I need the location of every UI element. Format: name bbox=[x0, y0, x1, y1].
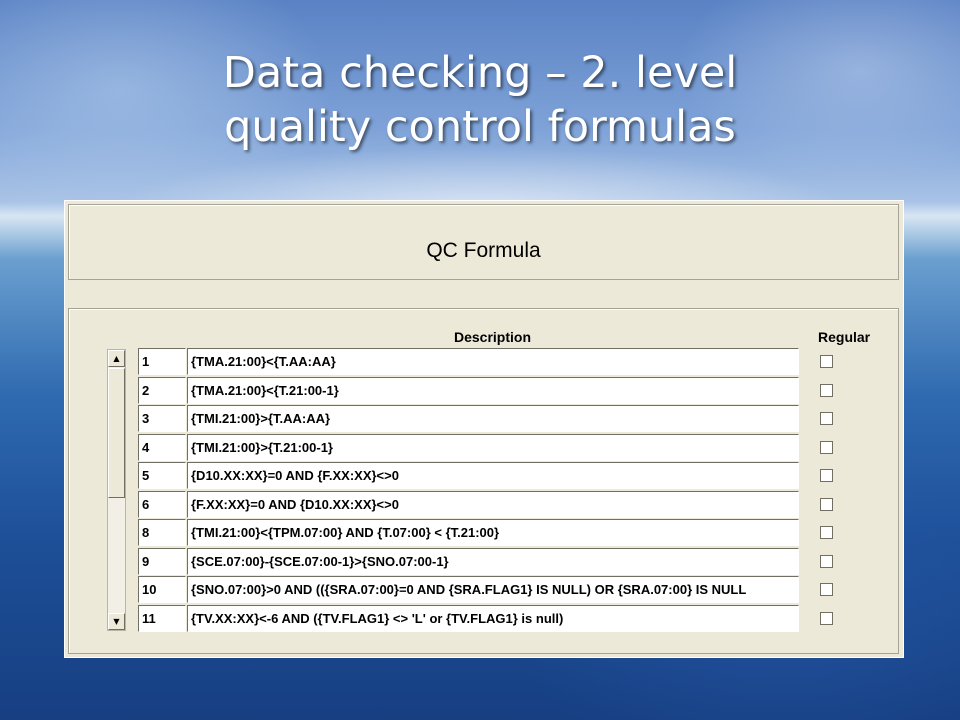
scroll-down-icon[interactable]: ▼ bbox=[108, 613, 125, 630]
formula-description-field[interactable]: {TMI.21:00}>{T.AA:AA} bbox=[187, 405, 799, 432]
formula-description-field[interactable]: {TMI.21:00}<{TPM.07:00} AND {T.07:00} < {T.21:00} bbox=[187, 519, 799, 546]
row-number-field[interactable]: 11 bbox=[138, 605, 186, 632]
regular-checkbox[interactable] bbox=[820, 469, 833, 482]
slide-title-line-1: Data checking – 2. level bbox=[222, 48, 738, 98]
formula-description-field[interactable]: {SCE.07:00}-{SCE.07:00-1}>{SNO.07:00-1} bbox=[187, 548, 799, 575]
table-row bbox=[69, 462, 898, 489]
table-row bbox=[69, 377, 898, 404]
regular-checkbox[interactable] bbox=[820, 384, 833, 397]
row-number-field[interactable]: 1 bbox=[138, 348, 186, 375]
regular-checkbox[interactable] bbox=[820, 555, 833, 568]
regular-checkbox[interactable] bbox=[820, 612, 833, 625]
formula-description-field[interactable]: {F.XX:XX}=0 AND {D10.XX:XX}<>0 bbox=[187, 491, 799, 518]
table-row bbox=[69, 605, 898, 632]
column-header-description: Description bbox=[454, 329, 532, 345]
row-number-field[interactable]: 4 bbox=[138, 434, 186, 461]
table-row bbox=[69, 519, 898, 546]
table-row bbox=[69, 576, 898, 603]
formula-description-field[interactable]: {TMI.21:00}>{T.21:00-1} bbox=[187, 434, 799, 461]
formula-description-field[interactable]: {TV.XX:XX}<-6 AND ({TV.FLAG1} <> 'L' or {TV.FLAG1} is null) bbox=[187, 605, 799, 632]
table-row bbox=[69, 548, 898, 575]
row-number-field[interactable]: 9 bbox=[138, 548, 186, 575]
row-number-field[interactable]: 5 bbox=[138, 462, 186, 489]
form-title: QC Formula bbox=[426, 239, 541, 262]
row-number-field[interactable]: 6 bbox=[138, 491, 186, 518]
column-header-regular: Regular bbox=[818, 329, 871, 345]
table-row bbox=[69, 434, 898, 461]
formula-description-field[interactable]: {D10.XX:XX}=0 AND {F.XX:XX}<>0 bbox=[187, 462, 799, 489]
row-number-field[interactable]: 3 bbox=[138, 405, 186, 432]
regular-checkbox[interactable] bbox=[820, 441, 833, 454]
formula-grid bbox=[68, 308, 899, 654]
row-number-field[interactable]: 2 bbox=[138, 377, 186, 404]
regular-checkbox[interactable] bbox=[820, 498, 833, 511]
formula-description-field[interactable]: {TMA.21:00}<{T.AA:AA} bbox=[187, 348, 799, 375]
regular-checkbox[interactable] bbox=[820, 412, 833, 425]
regular-checkbox[interactable] bbox=[820, 583, 833, 596]
slide-title bbox=[0, 46, 960, 154]
formula-description-field[interactable]: {SNO.07:00}>0 AND (({SRA.07:00}=0 AND {SRA.FLAG1} IS NULL) OR {SRA.07:00} IS NULL bbox=[187, 576, 799, 603]
scroll-up-icon[interactable]: ▲ bbox=[108, 350, 125, 367]
table-row bbox=[69, 491, 898, 518]
slide-title-line-2: quality control formulas bbox=[224, 102, 736, 152]
qc-formula-window bbox=[64, 200, 904, 658]
formula-description-field[interactable]: {TMA.21:00}<{T.21:00-1} bbox=[187, 377, 799, 404]
regular-checkbox[interactable] bbox=[820, 355, 833, 368]
regular-checkbox[interactable] bbox=[820, 526, 833, 539]
row-number-field[interactable]: 10 bbox=[138, 576, 186, 603]
header-panel bbox=[68, 204, 899, 280]
row-number-field[interactable]: 8 bbox=[138, 519, 186, 546]
table-row bbox=[69, 405, 898, 432]
table-row bbox=[69, 348, 898, 375]
